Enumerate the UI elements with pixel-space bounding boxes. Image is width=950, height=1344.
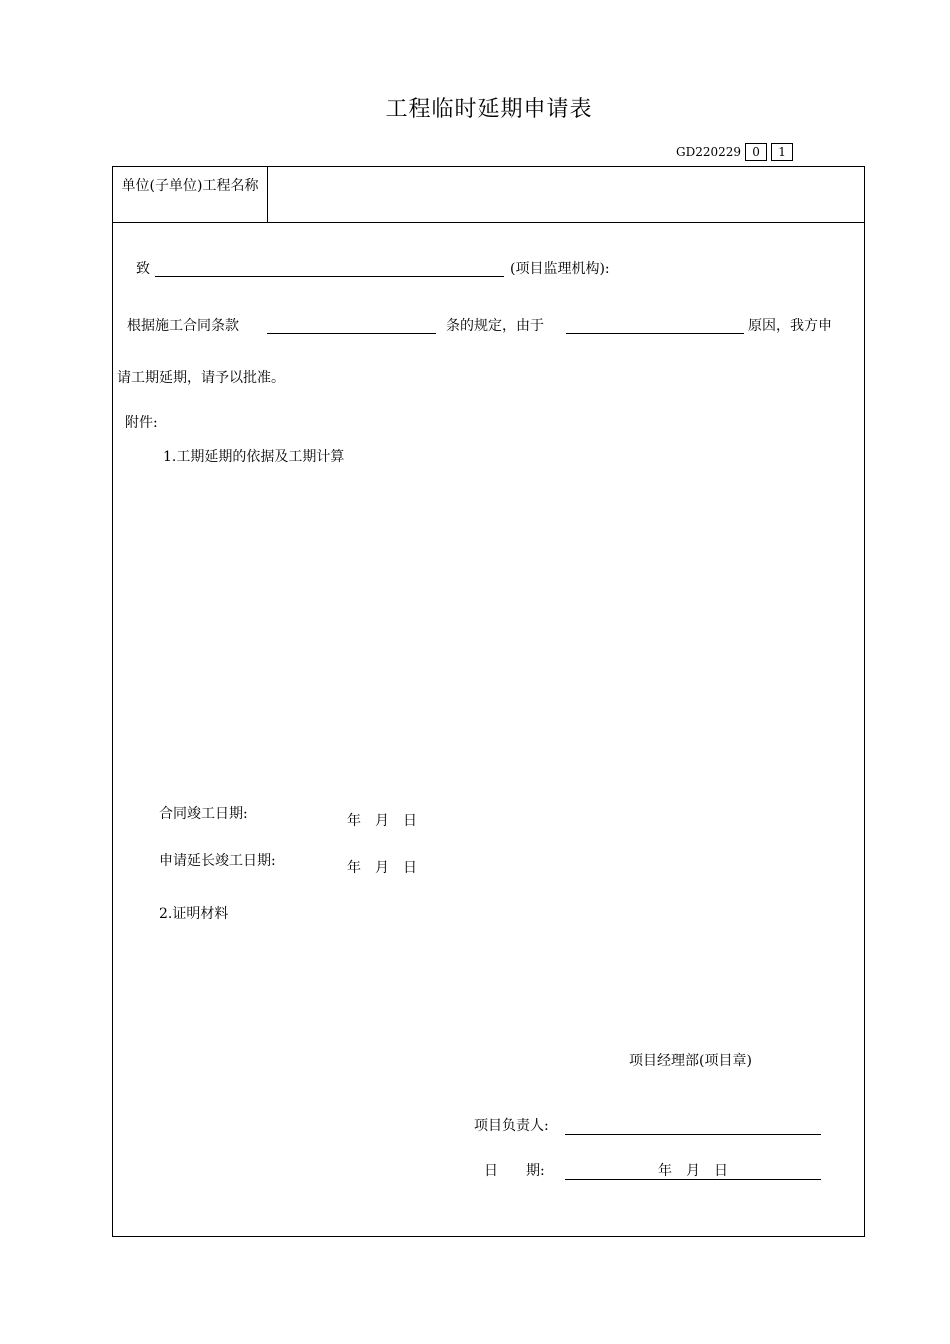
header-column-divider: [267, 167, 268, 222]
responsible-person-field[interactable]: [565, 1116, 821, 1135]
clause-number-field[interactable]: [267, 315, 436, 334]
form-code-box-2: 1: [771, 143, 793, 161]
responsible-person-label: 项目负责人:: [474, 1118, 549, 1134]
extended-completion-date[interactable]: 年 月 日: [347, 860, 417, 876]
to-prefix: 致: [136, 261, 150, 277]
clause-suffix: 原因，我方申: [748, 318, 832, 334]
form-code-number: GD220229: [676, 145, 742, 159]
attachments-label: 附件:: [125, 415, 158, 431]
unit-name-label: 单位(子单位)工程名称: [121, 178, 259, 194]
attachment-item-1: 1.工期延期的依据及工期计算: [163, 449, 345, 465]
date-label: 日 期:: [484, 1163, 545, 1179]
contract-completion-label: 合同竣工日期:: [159, 806, 248, 822]
clause-prefix: 根据施工合同条款: [127, 318, 239, 334]
project-dept-seal-label: 项目经理部(项目章): [629, 1053, 752, 1069]
to-suffix: (项目监理机构):: [510, 261, 610, 277]
unit-name-field[interactable]: [272, 170, 857, 218]
clause-mid: 条的规定，由于: [446, 318, 544, 334]
header-row-divider: [112, 222, 865, 223]
extended-completion-label: 申请延长竣工日期:: [159, 853, 276, 869]
form-code-box-1: 0: [745, 143, 767, 161]
attachment-item-2: 2.证明材料: [159, 906, 229, 922]
form-code: [676, 143, 793, 161]
clause-line-2: 请工期延期，请予以批准。: [117, 370, 285, 386]
reason-field[interactable]: [566, 315, 744, 334]
contract-completion-date[interactable]: 年 月 日: [347, 813, 417, 829]
supervisor-org-field[interactable]: [155, 258, 504, 277]
signature-date-value: 年 月 日: [658, 1163, 728, 1179]
form-title: 工程临时延期申请表: [385, 97, 593, 122]
